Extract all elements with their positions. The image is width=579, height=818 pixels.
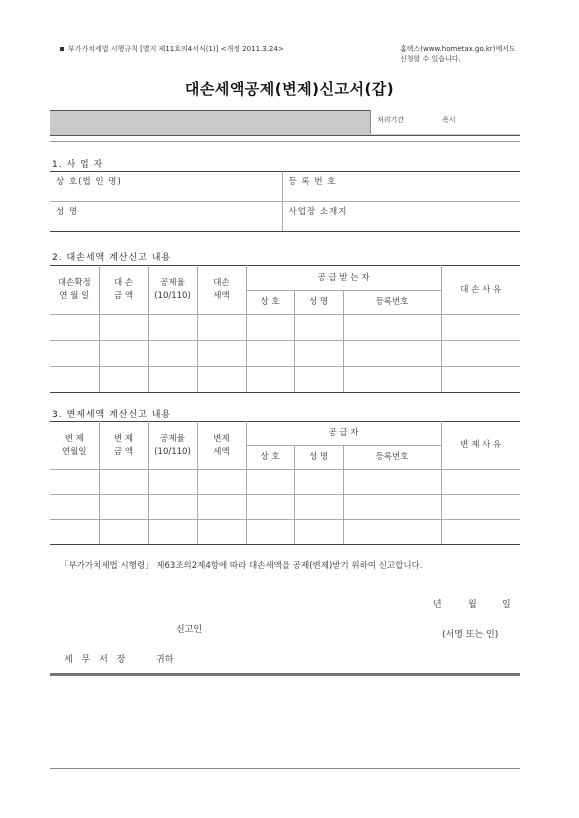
input-cell[interactable] [294,470,343,495]
supplier-name-header: 성 명 [294,446,343,470]
reg-no-cell[interactable] [282,172,520,202]
address-cell[interactable] [282,202,520,232]
bad-debt-rate-header: 공제율 (10/110) [148,266,197,315]
table-row [50,341,520,367]
repay-amount-header: 변 제 금 액 [99,422,148,470]
table-row [50,367,520,393]
input-cell[interactable] [246,520,294,545]
input-cell[interactable] [99,367,148,393]
section3-title: 3. 변제세액 계산신고 내용 [52,410,172,420]
recipient-reg-header: 등록번호 [343,291,441,315]
input-cell[interactable] [148,495,197,520]
input-cell[interactable] [294,367,343,393]
business-info-table [50,171,520,232]
section2-title: 2. 대손세액 계산신고 내용 [52,253,172,263]
table-row [50,495,520,520]
input-cell[interactable] [441,470,520,495]
input-cell[interactable] [50,367,99,393]
input-cell[interactable] [246,495,294,520]
online-notice-line2: 신청할 수 있습니다. [400,55,461,63]
input-cell[interactable] [441,367,520,393]
input-cell[interactable] [99,341,148,367]
input-cell[interactable] [99,520,148,545]
name-label: 성 명 [56,207,79,217]
input-cell[interactable] [441,520,520,545]
table-row [50,315,520,341]
supplier-header: 공 급 자 [246,422,441,446]
table-row [50,520,520,545]
input-cell[interactable] [441,315,520,341]
input-cell[interactable] [343,367,441,393]
repay-rate-header: 공제율 (10/110) [148,422,197,470]
recipient-name-header: 성 명 [294,291,343,315]
input-cell[interactable] [148,315,197,341]
section-divider [50,673,520,676]
input-cell[interactable] [197,495,246,520]
footer-divider [50,768,520,769]
input-cell[interactable] [246,315,294,341]
input-cell[interactable] [343,495,441,520]
input-cell[interactable] [197,520,246,545]
bad-debt-date-header: 대손확정 연 월 일 [50,266,99,315]
input-cell[interactable] [343,315,441,341]
recipient-trade-header: 상 호 [246,291,294,315]
input-cell[interactable] [197,470,246,495]
square-bullet-icon [60,47,64,51]
input-cell[interactable] [246,367,294,393]
online-notice-line1: 홈택스(www.hometax.go.kr)에서도 [400,45,516,53]
reg-no-label: 등 록 번 호 [288,177,337,187]
trade-name-cell[interactable] [50,172,282,202]
signature-label[interactable]: (서명 또는 인) [442,630,499,640]
repayment-table [50,421,520,545]
table-row [50,470,520,495]
processing-value: 즉시 [442,116,456,124]
regulation-reference [60,44,284,54]
bad-debt-table [50,265,520,393]
input-cell[interactable] [99,495,148,520]
input-cell[interactable] [148,470,197,495]
trade-name-label: 상 호(법 인 명) [56,177,122,187]
online-notice [400,44,516,64]
applicant-label: 신고인 [176,625,203,635]
declaration-text: 「부가가치세법 시행령」 제63조의2제4항에 따라 대손세액을 공제(변제)받기 위하여 신고합니다. [60,561,423,571]
supplier-reg-header: 등록번호 [343,446,441,470]
input-cell[interactable] [99,470,148,495]
input-cell[interactable] [294,315,343,341]
processing-label: 처리기간 [377,116,405,124]
input-cell[interactable] [148,520,197,545]
input-cell[interactable] [246,470,294,495]
tax-office-label: 세 무 서 장 [64,655,129,665]
input-cell[interactable] [50,341,99,367]
honorific-label: 귀하 [156,655,174,665]
input-cell[interactable] [343,520,441,545]
input-cell[interactable] [50,520,99,545]
input-cell[interactable] [294,520,343,545]
repay-tax-header: 변제 세액 [197,422,246,470]
date-month-label: 월 [468,600,477,610]
regulation-text: 부가가치세법 시행규칙 [별지 제11호의4서식(1)] <개정 2011.3.24> [68,45,284,53]
input-cell[interactable] [197,315,246,341]
input-cell[interactable] [50,470,99,495]
input-cell[interactable] [148,341,197,367]
input-cell[interactable] [197,341,246,367]
input-cell[interactable] [294,495,343,520]
repay-date-header: 변 제 연월일 [50,422,99,470]
input-cell[interactable] [343,470,441,495]
input-cell[interactable] [50,495,99,520]
input-cell[interactable] [148,367,197,393]
supplier-trade-header: 상 호 [246,446,294,470]
input-cell[interactable] [343,341,441,367]
date-year-label: 년 [433,600,442,610]
input-cell[interactable] [197,367,246,393]
document-title: 대손세액공제(변제)신고서(갑) [184,80,395,98]
input-cell[interactable] [441,341,520,367]
input-cell[interactable] [441,495,520,520]
recipient-header: 공 급 받 는 자 [246,266,441,291]
bad-debt-reason-header: 대 손 사 유 [441,266,520,315]
bad-debt-amount-header: 대 손 금 액 [99,266,148,315]
section1-title: 1. 사 업 자 [52,160,104,170]
repay-reason-header: 변 제 사 유 [441,422,520,470]
input-cell[interactable] [246,341,294,367]
date-day-label: 일 [502,600,511,610]
input-cell[interactable] [294,341,343,367]
name-cell[interactable] [50,202,282,232]
bad-debt-tax-header: 대손 세액 [197,266,246,315]
input-cell[interactable] [50,315,99,341]
address-label: 사업장 소재지 [288,207,348,217]
divider [50,141,520,142]
input-cell[interactable] [99,315,148,341]
